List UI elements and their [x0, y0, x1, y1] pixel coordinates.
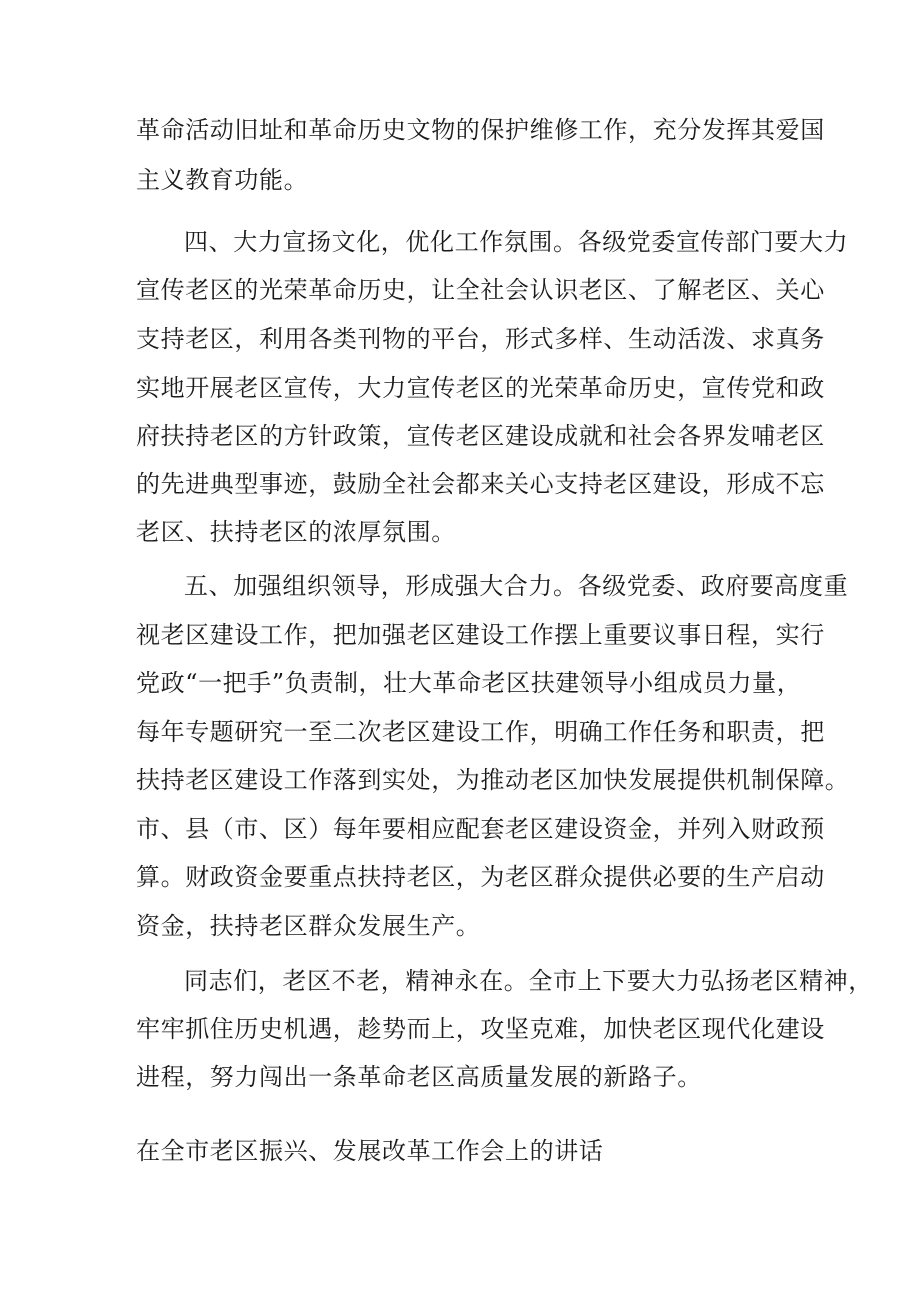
- text-line: 支持老区，利用各类刊物的平台，形式多样、生动活泼、求真务: [136, 325, 825, 353]
- text-line: 牢牢抓住历史机遇，趁势而上，攻坚克难，加快老区现代化建设: [136, 1015, 825, 1043]
- text-line: 的先进典型事迹，鼓励全社会都来关心支持老区建设，形成不忘: [136, 470, 825, 498]
- text-line: 扶持老区建设工作落到实处，为推动老区加快发展提供机制保障。: [136, 766, 850, 794]
- text-line: 革命活动旧址和革命历史文物的保护维修工作，充分发挥其爱国: [136, 116, 825, 144]
- text-line: 同志们，老区不老，精神永在。全市上下要大力弘扬老区精神，: [184, 967, 873, 995]
- text-line: 视老区建设工作，把加强老区建设工作摆上重要议事日程，实行: [136, 621, 825, 649]
- text-line: 主义教育功能。: [136, 166, 309, 194]
- text-line: 宣传老区的光荣革命历史，让全社会认识老区、了解老区、关心: [136, 276, 825, 304]
- document-title: 在全市老区振兴、发展改革工作会上的讲话: [136, 1137, 604, 1165]
- text-line: 资金，扶持老区群众发展生产。: [136, 912, 481, 940]
- text-line: 四、大力宣扬文化，优化工作氛围。各级党委宣传部门要大力: [184, 228, 849, 256]
- text-line: 算。财政资金要重点扶持老区，为老区群众提供必要的生产启动: [136, 863, 825, 891]
- text-line: 府扶持老区的方针政策，宣传老区建设成就和社会各界发哺老区: [136, 422, 825, 450]
- text-line: 党政“一把手”负责制，壮大革命老区扶建领导小组成员力量，: [136, 669, 802, 697]
- text-line: 五、加强组织领导，形成强大合力。各级党委、政府要高度重: [184, 572, 849, 600]
- text-line: 市、县（市、区）每年要相应配套老区建设资金，并列入财政预: [136, 815, 825, 843]
- text-line: 老区、扶持老区的浓厚氛围。: [136, 518, 456, 546]
- text-line: 进程，努力闯出一条革命老区高质量发展的新路子。: [136, 1063, 702, 1091]
- text-line: 每年专题研究一至二次老区建设工作，明确工作任务和职责，把: [136, 718, 825, 746]
- text-line: 实地开展老区宣传，大力宣传老区的光荣革命历史，宣传党和政: [136, 374, 825, 402]
